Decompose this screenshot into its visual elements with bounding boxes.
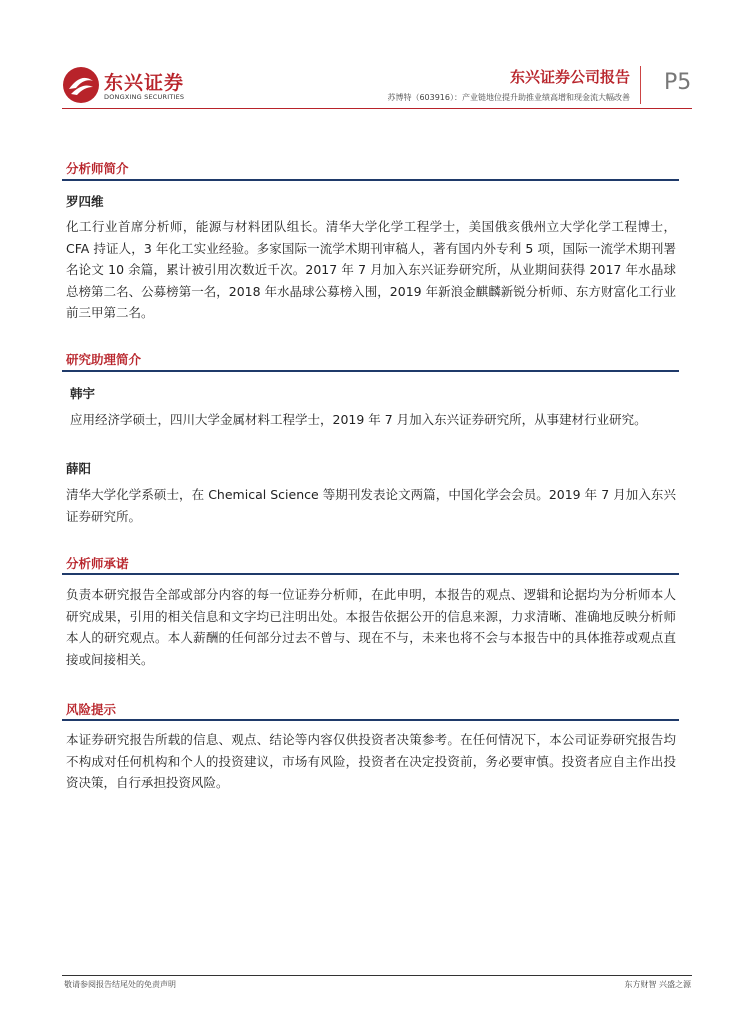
page-number: P5 [664, 70, 692, 95]
section-rule [62, 573, 679, 575]
risk-text: 本证券研究报告所载的信息、观点、结论等内容仅供投资者决策参考。在任何情况下，本公司证券研究报告均不构成对任何机构和个人的投资建议，市场有风险，投资者在决定投资前，务必要审慎。投资者应自主作出投资决策，自行承担投资风险。 [66, 732, 676, 790]
header-rule [62, 108, 692, 109]
footer-rule [62, 975, 692, 976]
logo-text-cn: 东兴证券 [104, 72, 185, 94]
section-title-assistant: 研究助理简介 [66, 352, 142, 367]
assistant-bio: 清华大学化学系硕士，在 Chemical Science 等期刊发表论文两篇，中国化学会会员。2019 年 7 月加入东兴证券研究所。 [66, 487, 676, 524]
report-brand: 东兴证券公司报告 [509, 68, 630, 86]
section-title-analyst: 分析师简介 [66, 161, 129, 176]
assistant-name: 韩宇 [70, 386, 96, 401]
section-rule [62, 179, 679, 181]
logo-text-en: DONGXING SECURITIES [104, 93, 185, 101]
section-rule [62, 719, 679, 721]
section-title-risk: 风险提示 [66, 702, 117, 717]
report-subtitle: 苏博特（603916）：产业链地位提升助推业绩高增和现金流大幅改善 [387, 93, 630, 102]
analyst-name: 罗四维 [66, 194, 104, 209]
assistant-name: 薛阳 [66, 461, 92, 476]
dongxing-logo-icon [62, 66, 100, 104]
commitment-text: 负责本研究报告全部或部分内容的每一位证券分析师，在此申明，本报告的观点、逻辑和论据均为分析师本人研究成果，引用的相关信息和文字均已注明出处。本报告依据公开的信息来源，力求清晰、准确地反映分析师本人的研究观点。本人薪酬的任何部分过去不曾与、现在不与，未来也将不会与本报告中的具体推荐或观点直接或间接相关。 [66, 587, 676, 667]
header-divider [640, 66, 641, 104]
footer-slogan: 东方财智 兴盛之源 [624, 980, 691, 989]
analyst-bio: 化工行业首席分析师，能源与材料团队组长。清华大学化学工程学士，美国俄亥俄州立大学化学工程博士，CFA 持证人，3 年化工实业经验。多家国际一流学术期刊审稿人，著有国内外专利 5 项，国际一流学术期刊署名论文 10 余篇，累计被引用次数近千次。2017 年 7 月加入东兴证券研究所，从业期间获得 2017 年水晶球总榜第二名、公募榜第一名，2018 年水晶球公募榜入围，2019 年新浪金麒麟新锐分析师、东方财富化工行业前三甲第二名。 [66, 219, 676, 320]
company-logo [62, 66, 192, 108]
assistant-bio: 应用经济学硕士，四川大学金属材料工程学士，2019 年 7 月加入东兴证券研究所，从事建材行业研究。 [70, 412, 647, 427]
section-title-commitment: 分析师承诺 [66, 556, 129, 571]
section-rule [62, 370, 679, 372]
footer-disclaimer-note: 敬请参阅报告结尾处的免责声明 [64, 980, 176, 989]
